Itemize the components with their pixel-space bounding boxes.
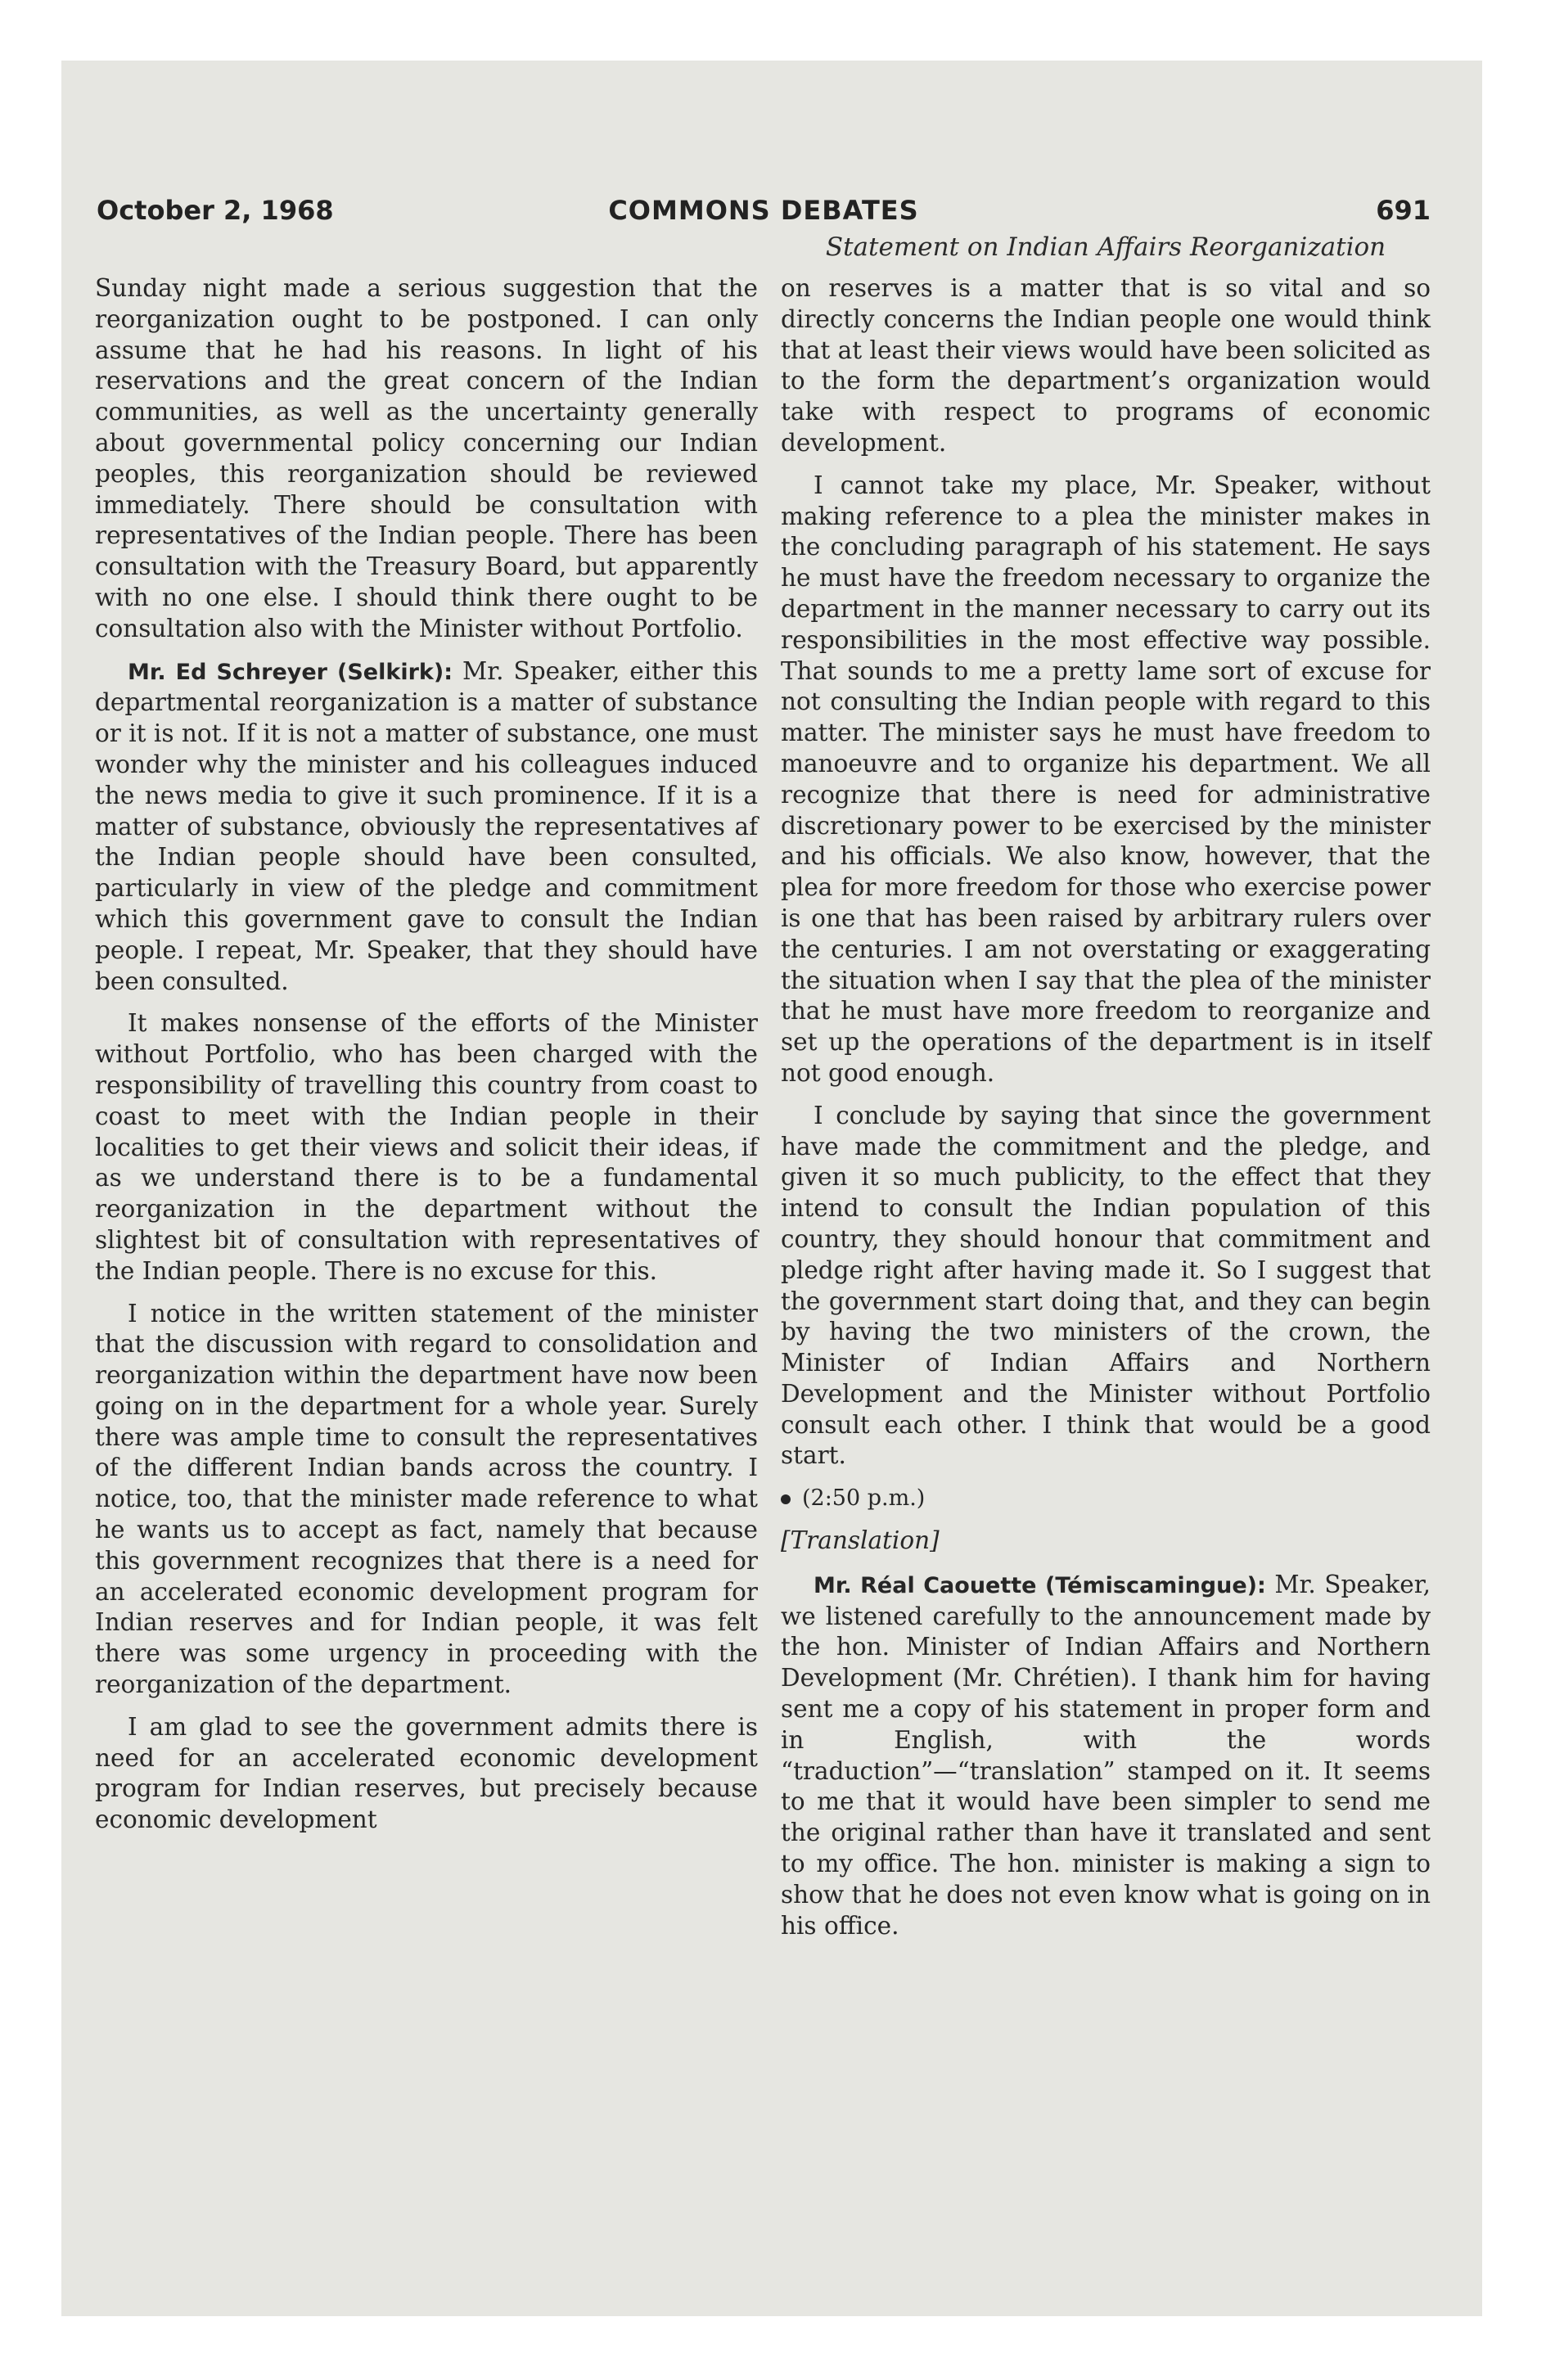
speaker-name: Mr. Réal Caouette (Témiscamingue):: [814, 1572, 1266, 1598]
section-subheading: Statement on Indian Affairs Reorganization: [825, 232, 1386, 262]
paragraph: on reserves is a matter that is so vital and so directly concerns the Indian people one would think that at least their views would have been solicited as to the form the department’s organization would take with respect to programs of economic development.: [781, 274, 1431, 457]
paragraph: It makes nonsense of the efforts of the Minister without Portfolio, who has been charged with the responsibility of travelling this country from coast to coast to meet with the Indian people in their localities to get their views and solicit their ideas, if as we understand there is to be a fundamental reorganization in the department without the slightest bit of consultation with representatives of the Indian people. There is no excuse for this.: [95, 1009, 758, 1285]
paragraph: I am glad to see the government admits there is need for an accelerated economic development program for Indian reserves, but precisely because economic development: [95, 1712, 758, 1834]
page-header: [97, 195, 1431, 228]
paragraph-text: Mr. Speaker, either this departmental reorganization is a matter of substance or it is not. If it is not a matter of substance, one must wonder why the minister and his colleagues induced the news media to give it such prominence. If it is a matter of substance, obviously the representatives af the Indian people should have been consulted, particularly in view of the pledge and commitment which this government gave to consult the Indian people. I repeat, Mr. Speaker, that they should have been consulted.: [95, 656, 758, 995]
paragraph: I conclude by saying that since the government have made the commitment and the pledge, and given it so much publicity, to the effect that they intend to consult the Indian population of this country, they should honour that commitment and pledge right after having made it. So I suggest that the government start doing that, and they can begin by having the two ministers of the crown, the Minister of Indian Affairs and Northern Development and the Minister without Portfolio consult each other. I think that would be a good start.: [781, 1101, 1431, 1470]
paragraph: I cannot take my place, Mr. Speaker, without making reference to a plea the minister makes in the concluding paragraph of his statement. He says he must have the freedom necessary to organize the department in the manner necessary to carry out its responsibilities in the most effective way possible. That sounds to me a pretty lame sort of excuse for not consulting the Indian people with regard to this matter. The minister says he must have freedom to manoeuvre and to organize his department. We all recognize that there is need for administrative discretionary power to be exercised by the minister and his officials. We also know, however, that the plea for more freedom for those who exercise power is one that has been raised by arbitrary rulers over the centuries. I am not overstating or exaggerating the situation when I say that the plea of the minister that he must have more freedom to reorganize and set up the operations of the department is in itself not good enough.: [781, 471, 1431, 1087]
timestamp-text: (2:50 p.m.): [802, 1485, 926, 1512]
paragraph: I notice in the written statement of the minister that the discussion with regard to consolidation and reorganization within the department have now been going on in the department for a whole year. Surely there was ample time to consult the representatives of the different Indian bands across the country. I notice, too, that the minister made reference to what he wants us to accept as fact, namely that because this government recognizes that there is a need for an accelerated economic development program for Indian reserves and for Indian people, it was felt there was some urgency in proceeding with the reorganization of the department.: [95, 1299, 758, 1699]
translation-label: [Translation]: [781, 1526, 940, 1555]
header-title: COMMONS DEBATES: [608, 195, 919, 226]
paragraph: Sunday night made a serious suggestion that the reorganization ought to be postponed. I can only assume that he had his reasons. In light of his reservations and the great concern of the Indian communities, as well as the uncertainty generally about governmental policy concerning our Indian peoples, this reorganization should be reviewed immediately. There should be consultation with representatives of the Indian people. There has been consultation with the Treasury Board, but apparently with no one else. I should think there ought to be consultation also with the Minister without Portfolio.: [95, 274, 758, 642]
left-column: [95, 273, 758, 1847]
paragraph-text: Mr. Speaker, we listened carefully to the announcement made by the hon. Minister of Indian Affairs and Northern Development (Mr. Chrétien). I thank him for having sent me a copy of his statement in proper form and in English, with the words “traduction”—“translation” stamped on it. It seems to me that it would have been simpler to send me the original rather than have it translated and sent to my office. The hon. minister is making a sign to show that he does not even know what is going on in his office.: [781, 1570, 1431, 1940]
speaker-paragraph: [95, 656, 758, 998]
speaker-paragraph: [781, 1570, 1431, 1942]
header-page-number: 691: [1376, 195, 1431, 226]
right-column: [781, 273, 1431, 1953]
bullet-icon: [781, 1494, 791, 1504]
timestamp: [781, 1483, 1431, 1514]
speaker-name: Mr. Ed Schreyer (Selkirk):: [128, 659, 453, 685]
header-date: October 2, 1968: [97, 195, 334, 226]
